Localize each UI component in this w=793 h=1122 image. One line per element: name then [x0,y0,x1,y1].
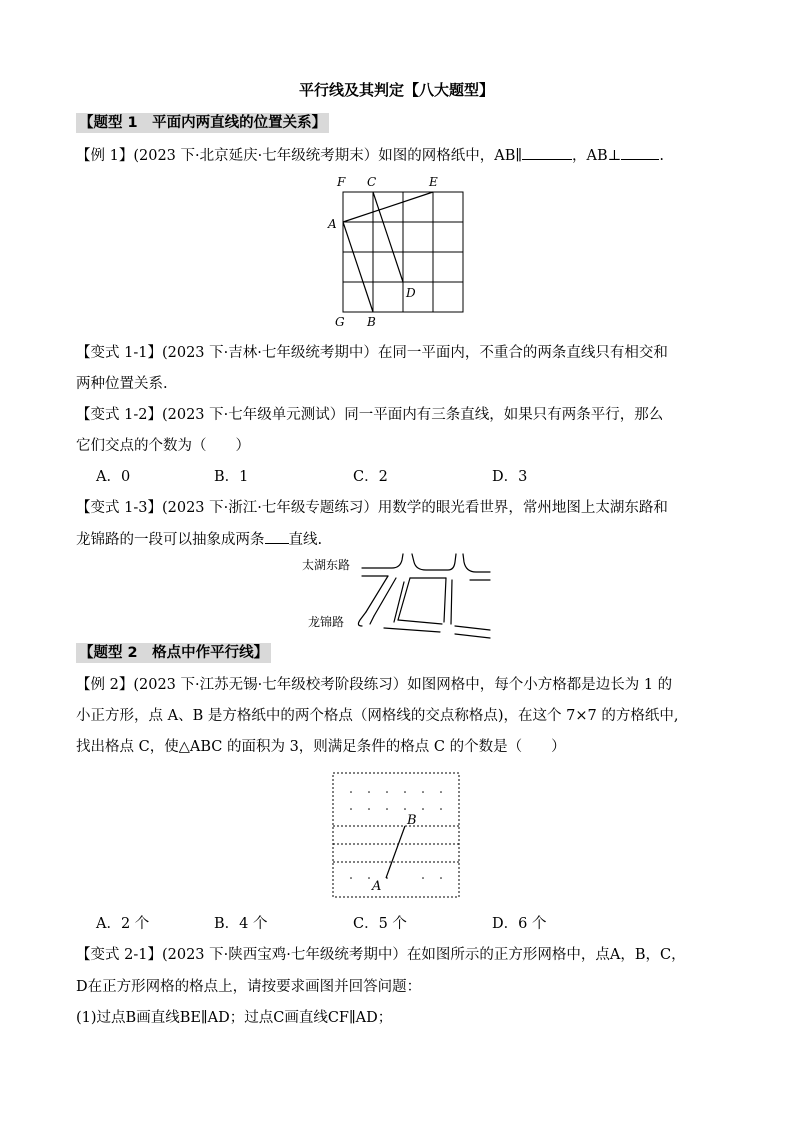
page-title: 平行线及其判定【八大题型】 [298,81,494,99]
grid-points [350,791,442,879]
example-1-grid-figure [325,170,475,330]
option-d[interactable]: D．6 个 [492,916,547,932]
example-2-grid-figure [330,770,470,902]
label-A: A [328,217,337,231]
label-D: D [406,286,416,300]
example-1-question [76,145,664,166]
answer-blank-lines[interactable] [265,529,289,544]
variant-1-2-options [0,467,793,487]
point-label-a: A [372,879,382,894]
dotted-grid-frame [333,773,459,897]
label-B: B [367,315,376,329]
segment-AB [343,222,373,312]
option-b[interactable]: B．4 个 [214,916,268,932]
map-label-longjin-road: 龙锦路 [308,615,345,629]
map-figure [300,550,500,640]
variant-1-3-text-a: 龙锦路的一段可以抽象成两条 [76,532,265,548]
example-2-line2: 小正方形，点 A、B 是方格纸中的两个格点（网格线的交点称格点)，在这个 7×7 的方格纸中, [76,708,679,724]
example-1-text: 【例 1】(2023 下·北京延庆·七年级统考期末）如图的网格纸中，AB∥ [76,148,523,164]
option-c[interactable]: C．5 个 [353,916,407,932]
segment-AE [343,192,433,222]
variant-1-2-line1: 【变式 1-2】(2023 下·七年级单元测试）同一平面内有三条直线，如果只有两条平行，那么 [76,407,664,423]
grid-lines [343,192,463,312]
map-label-taihu-east-road: 太湖东路 [302,558,351,572]
variant-2-1-line2: D在正方形网格的格点上，请按要求画图并回答问题： [76,979,422,995]
segment-AB [386,826,405,878]
option-a[interactable]: A．0 [96,469,131,485]
option-a[interactable]: A．2 个 [96,916,150,932]
label-F: F [337,175,346,189]
variant-1-1-line2: 两种位置关系. [76,376,168,392]
option-c[interactable]: C．2 [353,469,388,485]
section-heading-1: 【题型 1 平面内两直线的位置关系】 [76,113,329,133]
example-1-end: . [659,148,664,164]
variant-1-1-line1: 【变式 1-1】(2023 下·吉林·七年级统考期中）在同一平面内，不重合的两条直线只有相交和 [76,345,668,361]
variant-1-2-line2: 它们交点的个数为（ ） [76,438,250,454]
example-2-line3: 找出格点 C，使△ABC 的面积为 3，则满足条件的格点 C 的个数是（ ） [76,739,566,755]
variant-2-1-line1: 【变式 2-1】(2023 下·陕西宝鸡·七年级统考期中）在如图所示的正方形网格中，点A，B，C， [76,947,686,963]
label-C: C [367,175,377,189]
answer-blank-perpendicular[interactable] [621,145,659,160]
example-1-mid: ，AB⊥ [572,148,622,164]
option-b[interactable]: B．1 [214,469,249,485]
segment-CD [373,192,403,282]
option-d[interactable]: D．3 [492,469,528,485]
section-heading-2: 【题型 2 格点中作平行线】 [76,643,271,663]
point-label-b: B [407,813,417,828]
answer-blank-parallel[interactable] [522,145,572,160]
example-2-line1: 【例 2】(2023 下·江苏无锡·七年级校考阶段练习）如图网格中，每个小方格都是边长为 1 的 [76,677,673,693]
map-roads [358,554,490,638]
example-2-options [0,914,793,934]
variant-1-3-line1: 【变式 1-3】(2023 下·浙江·七年级专题练习）用数学的眼光看世界，常州地图上太湖东路和 [76,500,668,516]
label-E: E [429,175,438,189]
variant-2-1-line3: (1)过点B画直线BE∥AD；过点C画直线CF∥AD； [76,1010,393,1026]
variant-1-3-line2 [76,529,322,550]
variant-1-3-text-b: 直线. [288,532,323,548]
label-G: G [335,315,345,329]
